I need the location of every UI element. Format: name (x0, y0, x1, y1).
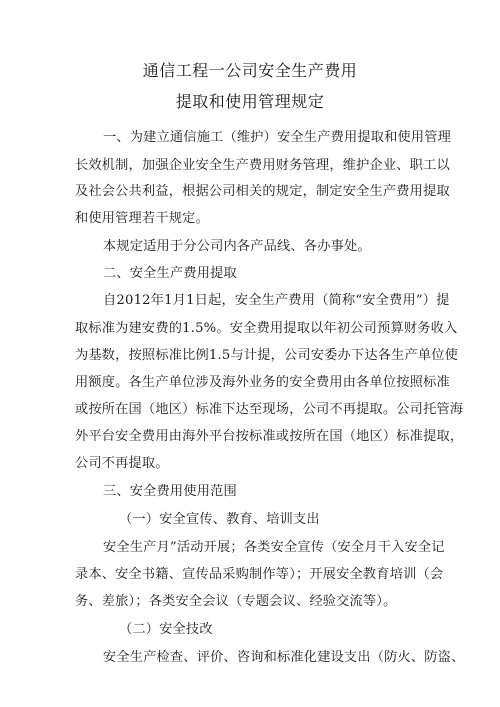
paragraph-line: 公司不再提取。 (75, 456, 169, 471)
paragraph-line: 取标准为建安费的1.5%。安全费用提取以年初公司预算财务收入 (75, 321, 458, 336)
paragraph-line: 安全生产检查、评价、咨询和标准化建设支出（防火、防盗、 (103, 650, 465, 665)
section-heading: 二、安全生产费用提取 (103, 266, 237, 281)
subsection-heading: （二）安全技改 (119, 622, 213, 637)
paragraph-line: 用额度。各生产单位涉及海外业务的安全费用由各单位按照标准 (75, 375, 450, 390)
paragraph-line: 一、为建立通信施工（维护）安全生产费用提取和使用管理 (103, 130, 452, 145)
paragraph-line: 安全生产月”活动开展；各类安全宣传（安全月干入安全记 (103, 540, 445, 555)
paragraph-line: 及社会公共利益，根据公司相关的规定，制定安全生产费用提取 (75, 184, 450, 199)
paragraph-line: 和使用管理若干规定。 (75, 211, 209, 226)
paragraph-line: 本规定适用于分公司内各产品线、各办事处。 (103, 239, 371, 254)
document-title-line-1: 通信工程一公司安全生产费用 (142, 61, 358, 80)
paragraph-line: 录本、安全书籍、宣传品采购制作等）；开展安全教育培训（会 (75, 567, 444, 582)
document-title-line-2: 提取和使用管理规定 (175, 92, 325, 111)
paragraph-line: 务、差旅）；各类安全会议（专题会议、经验交流等）。 (75, 594, 397, 609)
paragraph-line: 为基数，按照标准比例1.5与计提，公司安委办下达各生产单位使 (75, 348, 459, 363)
paragraph-line: 或按所在国（地区）标准下达至现场，公司不再提取。公司托管海 (75, 402, 464, 417)
subsection-heading: （一）安全宣传、教育、培训支出 (119, 512, 320, 527)
paragraph-line: 长效机制，加强企业安全生产费用财务管理，维护企业、职工以 (75, 158, 450, 173)
paragraph-line: 自2012年1月1日起，安全生产费用（简称“安全费用”）提 (103, 293, 450, 308)
paragraph-line: 外平台安全费用由海外平台按标准或按所在国（地区）标准提取， (75, 429, 464, 444)
section-heading: 三、安全费用使用范围 (103, 484, 237, 499)
